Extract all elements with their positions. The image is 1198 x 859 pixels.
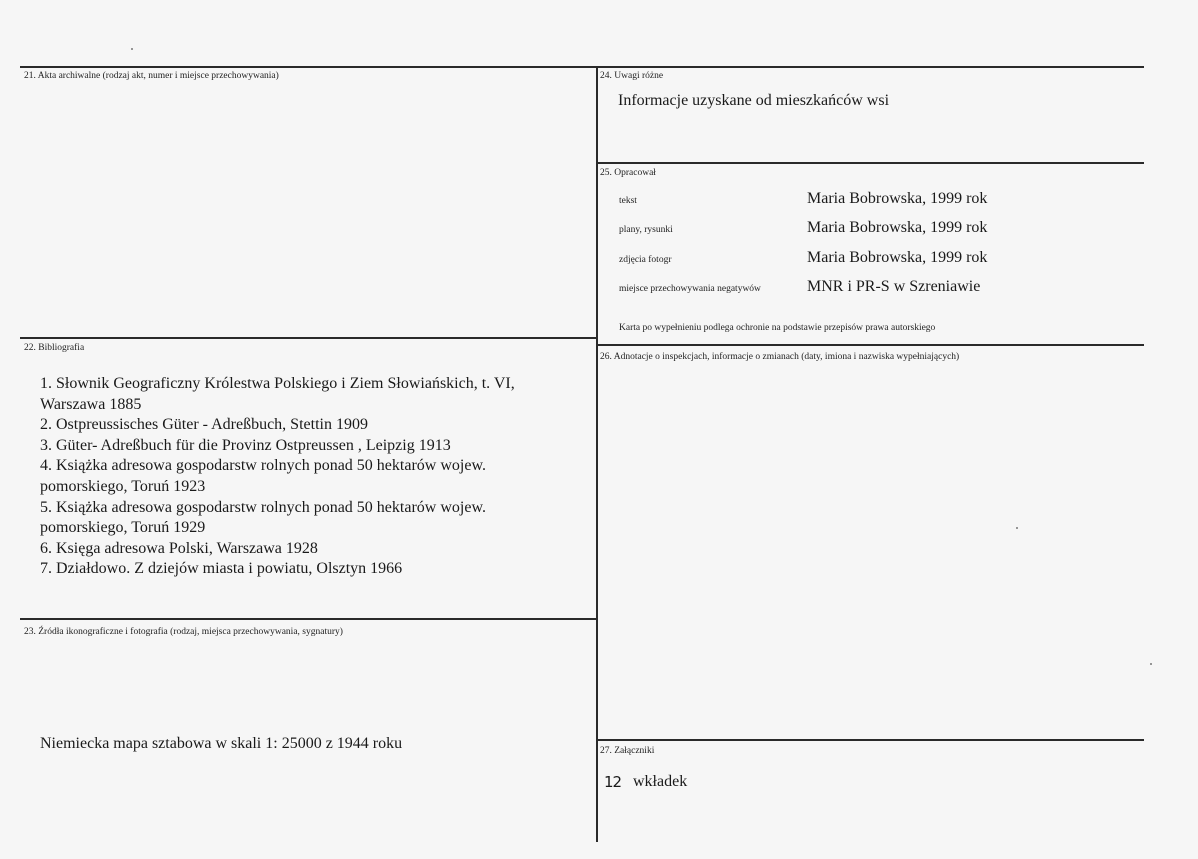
scan-speck	[1016, 527, 1018, 529]
rule-s25-top	[596, 162, 1144, 164]
bibliography-line: 2. Ostpreussisches Güter - Adreßbuch, Stettin 1909	[40, 416, 368, 434]
section-22-label: 22. Bibliografia	[24, 343, 85, 353]
bibliography-list	[40, 374, 515, 580]
author-row-value: Maria Bobrowska, 1999 rok	[807, 249, 988, 266]
author-row-label: miejsce przechowywania negatywów	[619, 284, 761, 294]
rule-s22-top	[20, 337, 597, 339]
bibliography-line: 1. Słownik Geograficzny Królestwa Polskiego i Ziem Słowiańskich, t. VI,	[40, 375, 515, 392]
bibliography-line: 7. Działdowo. Z dziejów miasta i powiatu, Olsztyn 1966	[40, 560, 403, 578]
section-27-label: 27. Załączniki	[600, 746, 655, 756]
section-21-label: 21. Akta archiwalne (rodzaj akt, numer i miejsce przechowywania)	[24, 71, 279, 81]
section-24-label: 24. Uwagi różne	[600, 71, 664, 81]
author-row-label: plany, rysunki	[619, 225, 673, 235]
author-row-label: tekst	[619, 196, 637, 206]
section-26-label: 26. Adnotacje o inspekcjach, informacje o zmianach (daty, imiona i nazwiska wypełniających)	[600, 352, 960, 362]
bibliography-line: Warszawa 1885	[40, 395, 142, 413]
rule-column-divider	[596, 66, 598, 842]
copyright-note: Karta po wypełnieniu podlega ochronie na podstawie przepisów prawa autorskiego	[619, 323, 936, 333]
section-24-value: Informacje uzyskane od mieszkańców wsi	[618, 92, 890, 109]
section-25-label: 25. Opracował	[600, 168, 656, 178]
section-23-value: Niemiecka mapa sztabowa w skali 1: 25000 z 1944 roku	[40, 735, 403, 752]
bibliography-line: 5. Książka adresowa gospodarstw rolnych ponad 50 hektarów wojew.	[40, 498, 486, 516]
author-row-value: Maria Bobrowska, 1999 rok	[807, 219, 988, 236]
rule-s26-top	[596, 344, 1144, 346]
scan-speck	[1150, 663, 1152, 665]
author-row-value: Maria Bobrowska, 1999 rok	[807, 190, 988, 207]
section-23-label: 23. Źródła ikonograficzne i fotografia (rodzaj, miejsca przechowywania, sygnatury)	[24, 627, 343, 637]
attachment-unit: wkładek	[633, 773, 688, 790]
author-row-value: MNR i PR-S w Szreniawie	[807, 278, 981, 295]
rule-top	[20, 66, 1144, 68]
bibliography-line: 3. Güter- Adreßbuch für die Provinz Ostpreussen , Leipzig 1913	[40, 436, 451, 454]
scan-speck	[131, 48, 133, 50]
bibliography-line: pomorskiego, Toruń 1923	[40, 477, 206, 495]
rule-s27-top	[596, 739, 1144, 741]
bibliography-line: pomorskiego, Toruń 1929	[40, 519, 206, 537]
rule-s23-top	[20, 618, 597, 620]
bibliography-line: 6. Księga adresowa Polski, Warszawa 1928	[40, 539, 318, 557]
attachment-count: 12	[604, 773, 622, 791]
author-row-label: zdjęcia fotogr	[619, 255, 672, 265]
bibliography-line: 4. Książka adresowa gospodarstw rolnych ponad 50 hektarów wojew.	[40, 457, 486, 475]
